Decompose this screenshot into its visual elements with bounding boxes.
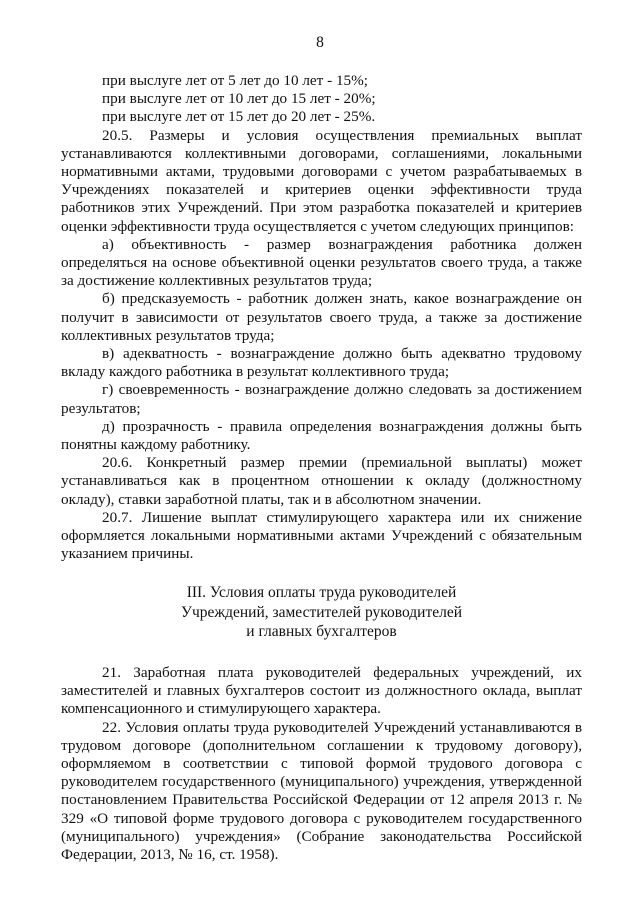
clause-20-6: 20.6. Конкретный размер премии (премиальной выплаты) может устанавливаться как в процентном отношении к окладу (должностному окладу), ставки заработной платы, так и в абсолютном значении. [61, 454, 582, 508]
principle-adequacy: в) адекватность - вознаграждение должно быть адекватно трудовому вкладу каждого работника в результат коллективного труда; [61, 345, 582, 381]
section-heading-line-3: и главных бухгалтеров [246, 623, 397, 641]
section-heading-line-1: III. Условия оплаты труда руководителей [186, 584, 457, 602]
principle-predictability: б) предсказуемость - работник должен знать, какое вознаграждение он получит в зависимости от результатов своего труда, а также за достижение коллективных результатов труда; [61, 290, 582, 344]
seniority-line-15-20: при выслуге лет от 15 лет до 20 лет - 25%. [102, 108, 376, 126]
principle-objectivity: а) объективность - размер вознаграждения работника должен определяться на основе объективной оценки результатов своего труда, а также за достижение коллективных результатов труда; [61, 235, 582, 290]
page-number: 8 [316, 34, 324, 51]
principle-timeliness: г) своевременность - вознаграждение должно следовать за достижением результатов; [61, 381, 582, 417]
clause-22: 22. Условия оплаты труда руководителей Учреждений устанавливаются в трудовом договоре (дополнительном соглашении к трудовому договору), оформляемом в соответствии с типовой формой трудового договора с руководителем государственного (муниципального) учреждения, утвержденной постановлением Правительства Российской Федерации от 12 апреля 2013 г. № 329 «О типовой форме трудового договора с руководителем государственного (муниципального) учреждения» (Собрание законодательства Российской Федерации, 2013, № 16, ст. 1958). [61, 718, 582, 864]
section-heading [61, 583, 582, 642]
clause-20-7: 20.7. Лишение выплат стимулирующего характера или их снижение оформляется локальными нормативными актами Учреждений с обязательным указанием причины. [61, 508, 582, 563]
seniority-line-5-10: при выслуге лет от 5 лет до 10 лет - 15%; [102, 72, 368, 89]
section-heading-line-2: Учреждений, заместителей руководителей [180, 603, 463, 621]
seniority-line-10-15: при выслуге лет от 10 лет до 15 лет - 20%; [102, 90, 376, 108]
document-body [61, 72, 582, 864]
principle-transparency: д) прозрачность - правила определения вознаграждения должны быть понятны каждому работнику. [61, 417, 582, 454]
clause-20-5: 20.5. Размеры и условия осуществления премиальных выплат устанавливаются коллективными договорами, соглашениями, локальными нормативными актами, трудовыми договорами с учетом разрабатываемых в Учреждениях показателей и критериев оценки эффективности труда работников этих Учреждений. При этом разработка показателей и критериев оценки эффективности труда осуществляется с учетом следующих принципов: [61, 126, 582, 235]
clause-21: 21. Заработная плата руководителей федеральных учреждений, их заместителей и главных бухгалтеров состоит из должностного оклада, выплат компенсационного и стимулирующего характера. [61, 663, 582, 718]
